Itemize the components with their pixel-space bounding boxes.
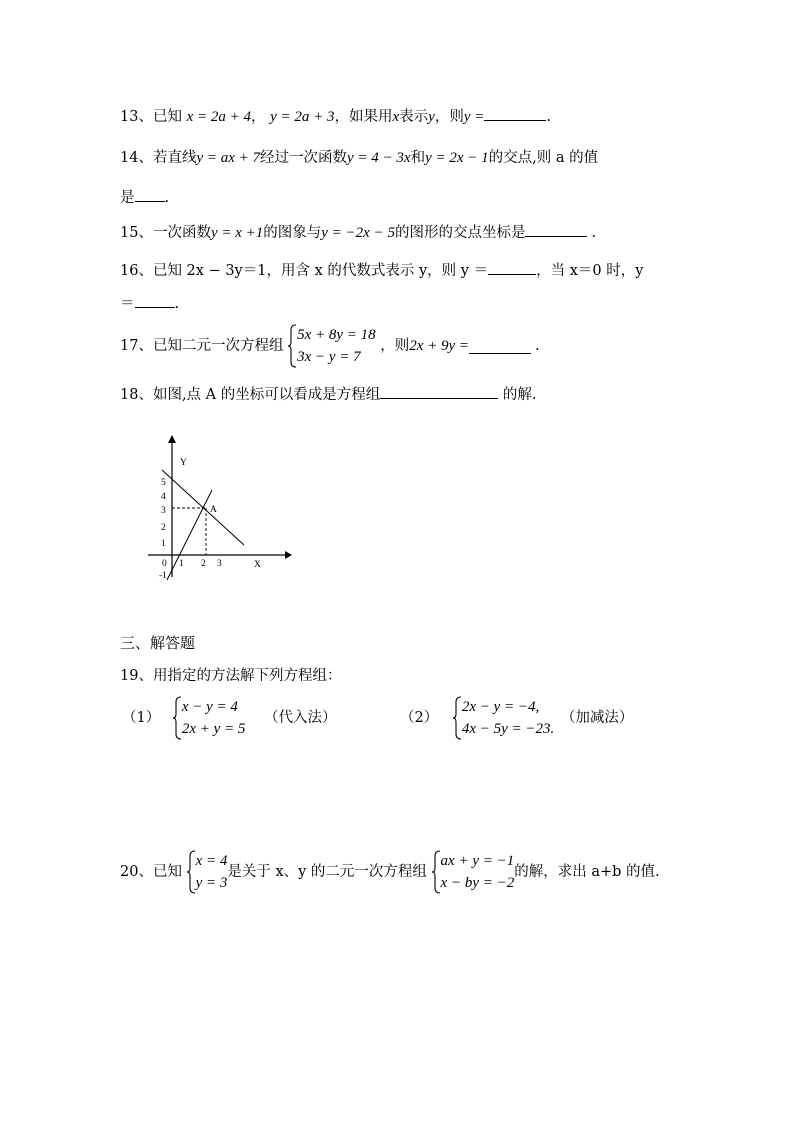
- question-15: 15、一次函数y = x +1的图象与y = −2x − 5的图形的交点坐标是 .: [120, 222, 596, 243]
- coordinate-graph: [140, 432, 300, 582]
- y-tick-label: 2: [161, 523, 166, 533]
- question-17: 17、已知二元一次方程组 5x + 8y = 18 3x − y = 7 ，则2x + 9y = .: [120, 324, 540, 368]
- brace-icon: [432, 850, 442, 894]
- y-axis-label: Y: [180, 458, 187, 468]
- question-20: 20、已知 x = 4 y = 3 是关于 x、y 的二元一次方程组 ax + y = −1 x − by = −2 的解，求出 a+b 的值.: [120, 850, 660, 894]
- x-tick-label: 3: [217, 559, 222, 569]
- x-axis-label: X: [254, 560, 261, 570]
- equation-system: ax + y = −1 x − by = −2: [432, 850, 515, 894]
- q19-part2: （2） 2x − y = −4, 4x − 5y = −23. （加减法）: [400, 696, 633, 740]
- question-14: 14、若直线y = ax + 7经过一次函数y = 4 − 3x和y = 2x − 1的交点,则 a 的值: [120, 150, 599, 166]
- answer-blank: [380, 384, 498, 399]
- neg-one-label: -1: [159, 571, 167, 581]
- question-16: 16、已知 2x − 3y＝1，用含 x 的代数式表示 y，则 y ＝ ，当 x＝0 时，y: [120, 260, 643, 281]
- x-tick-label: 1: [179, 559, 184, 569]
- question-19: 19、用指定的方法解下列方程组：: [120, 668, 342, 684]
- equation-system: x − y = 4 2x + y = 5: [173, 696, 246, 740]
- answer-blank: [525, 222, 587, 237]
- x-tick-label: 2: [201, 559, 206, 569]
- brace-icon: [453, 696, 463, 740]
- question-14-line2: 是 .: [120, 187, 169, 208]
- answer-blank: [469, 339, 531, 354]
- question-16-line2: ＝ .: [120, 293, 179, 314]
- origin-label: 0: [162, 559, 167, 569]
- question-18: 18、如图,点 A 的坐标可以看成是方程组 的解.: [120, 384, 536, 405]
- section-title: 三、解答题: [120, 634, 196, 652]
- x-axis-arrow-icon: [285, 551, 292, 559]
- brace-icon: [187, 850, 197, 894]
- y-axis-arrow-icon: [168, 435, 176, 443]
- y-tick-label: 1: [161, 539, 166, 549]
- q13-eq2: y = 2a + 3: [270, 109, 335, 125]
- y-tick-label: 4: [161, 492, 166, 502]
- equation-system: 2x − y = −4, 4x − 5y = −23.: [453, 696, 554, 740]
- equation-system: 5x + 8y = 18 3x − y = 7: [288, 324, 376, 368]
- answer-blank: [484, 106, 546, 121]
- brace-icon: [288, 324, 298, 368]
- question-13: 13、已知 x = 2a + 4， y = 2a + 3，如果用x表示y，则y = .: [120, 106, 551, 127]
- point-a-label: A: [210, 505, 217, 515]
- answer-blank: [488, 260, 536, 275]
- answer-blank: [135, 187, 165, 202]
- q13-eq1: x = 2a + 4: [186, 109, 251, 125]
- y-tick-label: 3: [161, 506, 166, 516]
- answer-blank: [135, 293, 175, 308]
- equation-system: x = 4 y = 3: [187, 850, 228, 894]
- y-tick-label: 5: [161, 478, 166, 488]
- brace-icon: [173, 696, 183, 740]
- q19-part1: （1） x − y = 4 2x + y = 5 （代入法）: [122, 696, 337, 740]
